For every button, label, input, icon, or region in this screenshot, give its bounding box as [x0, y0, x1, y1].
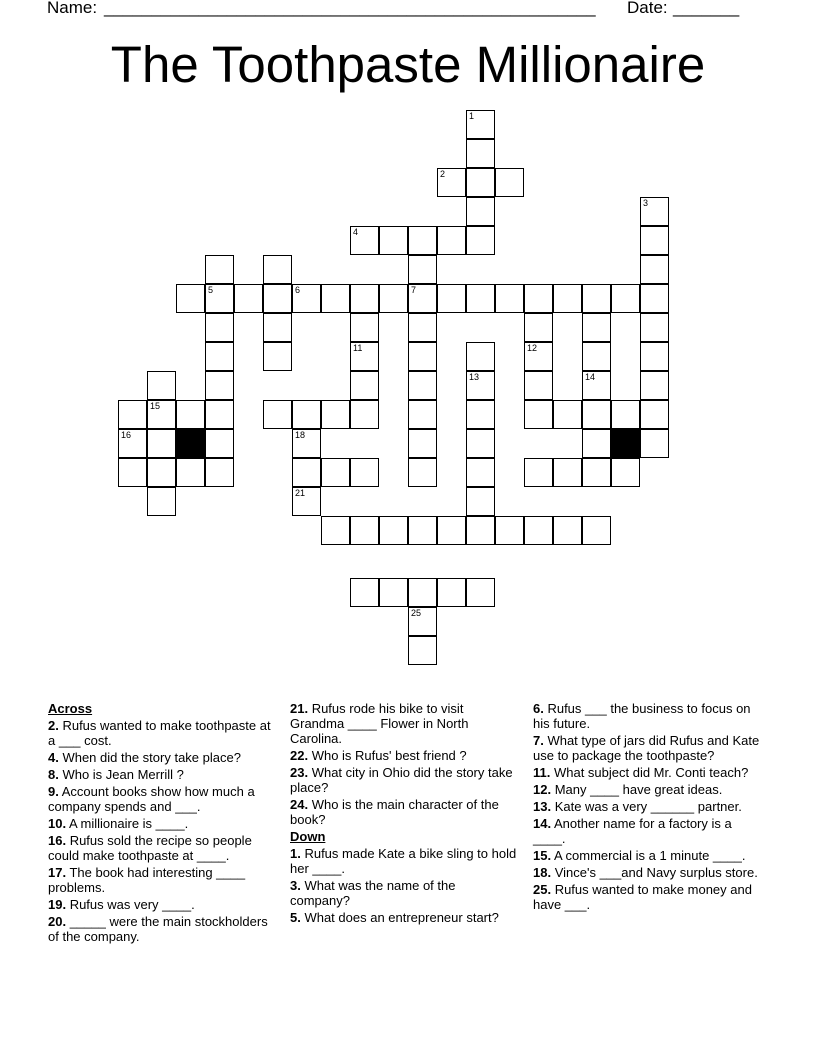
clue-item: [48, 897, 273, 912]
crossword-cell[interactable]: [553, 400, 582, 429]
clue-item-text: Rufus wanted to make toothpaste at a ___ cost.: [48, 718, 271, 748]
crossword-cell[interactable]: [466, 226, 495, 255]
clue-number: 1: [469, 111, 475, 121]
clue-item: [533, 865, 763, 880]
clue-item-number: 9.: [48, 784, 59, 799]
crossword-cell[interactable]: [408, 429, 437, 458]
crossword-cell[interactable]: [350, 342, 379, 371]
clue-item-text: Rufus ___ the business to focus on his future.: [533, 701, 751, 731]
clue-item: [533, 782, 763, 797]
crossword-cell[interactable]: [640, 284, 669, 313]
crossword-cell[interactable]: [437, 226, 466, 255]
crossword-cell[interactable]: [524, 371, 553, 400]
clue-item-number: 24.: [290, 797, 309, 812]
crossword-cell[interactable]: [495, 284, 524, 313]
crossword-cell[interactable]: [408, 458, 437, 487]
crossword-cell[interactable]: [611, 400, 640, 429]
clue-item: [533, 848, 763, 863]
clue-item-number: 18.: [533, 865, 552, 880]
crossword-cell[interactable]: [466, 400, 495, 429]
crossword-cell[interactable]: [379, 516, 408, 545]
clue-item-number: 1.: [290, 846, 301, 861]
clue-item: [290, 846, 518, 876]
clue-item: [290, 797, 518, 827]
clue-item-number: 23.: [290, 765, 309, 780]
crossword-cell[interactable]: [640, 371, 669, 400]
clue-item: [48, 750, 273, 765]
crossword-cell[interactable]: [582, 313, 611, 342]
clue-number: 7: [411, 285, 417, 295]
clue-item-text: Rufus wanted to make money and have ___.: [533, 882, 752, 912]
clue-item: [533, 733, 763, 763]
crossword-cell[interactable]: [408, 313, 437, 342]
crossword-cell[interactable]: [524, 458, 553, 487]
crossword-cell[interactable]: [350, 371, 379, 400]
crossword-cell[interactable]: [640, 429, 669, 458]
clue-item-text: What city in Ohio did the story take place?: [290, 765, 513, 795]
clue-item-text: Many ____ have great ideas.: [551, 782, 723, 797]
crossword-cell[interactable]: [640, 226, 669, 255]
clue-number: 12: [527, 343, 538, 353]
clue-item-text: What type of jars did Rufus and Kate use to package the toothpaste?: [533, 733, 760, 763]
crossword-cell[interactable]: [553, 516, 582, 545]
clue-item-text: Who is Rufus' best friend ?: [308, 748, 467, 763]
clue-number: 5: [208, 285, 214, 295]
crossword-cell[interactable]: [205, 342, 234, 371]
clue-item-text: What subject did Mr. Conti teach?: [550, 765, 749, 780]
crossword-cell[interactable]: [524, 284, 553, 313]
crossword-cell[interactable]: [553, 458, 582, 487]
crossword-cell[interactable]: [466, 429, 495, 458]
crossword-cell[interactable]: [118, 458, 147, 487]
clue-number: 16: [121, 430, 132, 440]
clue-item-text: Rufus sold the recipe so people could make toothpaste at ____.: [48, 833, 252, 863]
crossword-cell[interactable]: [437, 168, 466, 197]
clue-item-text: Who is the main character of the book?: [290, 797, 499, 827]
crossword-cell[interactable]: [350, 400, 379, 429]
crossword-cell[interactable]: [466, 168, 495, 197]
clue-item-number: 11.: [533, 765, 551, 780]
page-title: The Toothpaste Millionaire: [110, 36, 706, 93]
clue-number: 2: [440, 169, 446, 179]
black-square: [176, 429, 205, 458]
clue-number: 21: [295, 488, 306, 498]
date-label: Date:: [627, 0, 668, 17]
crossword-cell[interactable]: [611, 458, 640, 487]
crossword-cell[interactable]: [437, 516, 466, 545]
clue-item-number: 5.: [290, 910, 301, 925]
crossword-cell[interactable]: [582, 429, 611, 458]
name-line[interactable]: ____________________________________________________: [104, 0, 596, 17]
clue-item-number: 25.: [533, 882, 552, 897]
clue-item-text: Account books show how much a company spends and ___.: [48, 784, 255, 814]
crossword-cell[interactable]: [408, 578, 437, 607]
clue-item-number: 4.: [48, 750, 59, 765]
clue-item: [48, 784, 273, 814]
clue-item: [48, 767, 273, 782]
crossword-cell[interactable]: [147, 429, 176, 458]
crossword-cell[interactable]: [263, 313, 292, 342]
crossword-cell[interactable]: [205, 458, 234, 487]
crossword-cell[interactable]: [408, 226, 437, 255]
crossword-cell[interactable]: [408, 516, 437, 545]
crossword-cell[interactable]: [408, 342, 437, 371]
down-heading: Down: [290, 829, 326, 844]
crossword-cell[interactable]: [263, 342, 292, 371]
crossword-cell[interactable]: [350, 284, 379, 313]
crossword-cell[interactable]: [582, 400, 611, 429]
crossword-cell[interactable]: [582, 458, 611, 487]
clue-item-number: 15.: [533, 848, 552, 863]
across-heading: Across: [48, 701, 93, 716]
clue-item-text: Vince's ___and Navy surplus store.: [551, 865, 758, 880]
clue-item: [48, 816, 273, 831]
crossword-cell[interactable]: [408, 400, 437, 429]
crossword-cell[interactable]: [640, 342, 669, 371]
crossword-cell[interactable]: [176, 284, 205, 313]
crossword-cell[interactable]: [205, 313, 234, 342]
clue-item-number: 16.: [48, 833, 67, 848]
clue-item-text: Rufus made Kate a bike sling to hold her ____.: [290, 846, 517, 876]
crossword-cell[interactable]: [263, 400, 292, 429]
clues-column-2: [290, 701, 518, 927]
clue-item-number: 7.: [533, 733, 544, 748]
crossword-cell[interactable]: [321, 516, 350, 545]
clues-column-3: [533, 701, 763, 914]
clue-item-number: 21.: [290, 701, 309, 716]
clue-number: 6: [295, 285, 301, 295]
crossword-cell[interactable]: [466, 197, 495, 226]
crossword-cell[interactable]: [350, 458, 379, 487]
clue-number: 18: [295, 430, 306, 440]
clue-item-number: 14.: [533, 816, 552, 831]
clue-item: [533, 799, 763, 814]
clue-item-number: 3.: [290, 878, 301, 893]
crossword-cell[interactable]: [466, 458, 495, 487]
crossword-cell[interactable]: [321, 458, 350, 487]
clue-item-text: Another name for a factory is a ____.: [533, 816, 732, 846]
crossword-cell[interactable]: [350, 313, 379, 342]
crossword-cell[interactable]: [292, 429, 321, 458]
clue-item-number: 10.: [48, 816, 67, 831]
crossword-cell[interactable]: [176, 400, 205, 429]
clue-item: [48, 914, 273, 944]
crossword-cell[interactable]: [640, 313, 669, 342]
crossword-cell[interactable]: [292, 458, 321, 487]
crossword-cell[interactable]: [118, 400, 147, 429]
crossword-cell[interactable]: [582, 516, 611, 545]
crossword-cell[interactable]: [408, 636, 437, 665]
clue-item-text: A millionaire is ____.: [66, 816, 189, 831]
clue-item: [290, 748, 518, 763]
clue-number: 14: [585, 372, 596, 382]
crossword-cell[interactable]: [466, 516, 495, 545]
crossword-cell[interactable]: [466, 139, 495, 168]
clue-item-text: Kate was a very ______ partner.: [551, 799, 742, 814]
clue-item-number: 8.: [48, 767, 59, 782]
crossword-cell[interactable]: [205, 255, 234, 284]
crossword-cell[interactable]: [263, 284, 292, 313]
crossword-cell[interactable]: [408, 284, 437, 313]
crossword-cell[interactable]: [408, 371, 437, 400]
crossword-cell[interactable]: [495, 168, 524, 197]
crossword-cell[interactable]: [466, 342, 495, 371]
clue-item-number: 13.: [533, 799, 552, 814]
clue-item-text: When did the story take place?: [58, 750, 241, 765]
crossword-cell[interactable]: [321, 400, 350, 429]
crossword-cell[interactable]: [524, 313, 553, 342]
clue-number: 13: [469, 372, 480, 382]
clue-number: 3: [643, 198, 649, 208]
crossword-cell[interactable]: [611, 284, 640, 313]
clue-item-number: 20.: [48, 914, 67, 929]
crossword-cell[interactable]: [350, 516, 379, 545]
crossword-cell[interactable]: [263, 255, 292, 284]
crossword-cell[interactable]: [466, 284, 495, 313]
crossword-cell[interactable]: [292, 400, 321, 429]
crossword-cell[interactable]: [292, 487, 321, 516]
clue-item-text: What does an entrepreneur start?: [300, 910, 499, 925]
clue-item-number: 19.: [48, 897, 67, 912]
date-line[interactable]: _______: [673, 0, 740, 17]
crossword-cell[interactable]: [350, 226, 379, 255]
clue-item-number: 17.: [48, 865, 67, 880]
crossword-cell[interactable]: [437, 284, 466, 313]
crossword-cell[interactable]: [582, 371, 611, 400]
crossword-cell[interactable]: [321, 284, 350, 313]
crossword-cell[interactable]: [350, 578, 379, 607]
clue-number: 25: [411, 608, 422, 618]
clue-item-text: What was the name of the company?: [290, 878, 456, 908]
crossword-cell[interactable]: [640, 255, 669, 284]
crossword-cell[interactable]: [524, 342, 553, 371]
crossword-cell[interactable]: [524, 400, 553, 429]
clue-item: [533, 765, 763, 780]
crossword-cell[interactable]: [379, 578, 408, 607]
crossword-cell[interactable]: [408, 607, 437, 636]
crossword-cell[interactable]: [205, 429, 234, 458]
clue-item: [290, 765, 518, 795]
crossword-cell[interactable]: [466, 371, 495, 400]
clue-item: [48, 718, 273, 748]
name-label: Name:: [47, 0, 98, 17]
crossword-cell[interactable]: [408, 255, 437, 284]
crossword-cell[interactable]: [205, 400, 234, 429]
crossword-cell[interactable]: [205, 371, 234, 400]
crossword-cell[interactable]: [147, 458, 176, 487]
crossword-cell[interactable]: [118, 429, 147, 458]
clue-item-number: 22.: [290, 748, 309, 763]
crossword-cell[interactable]: [466, 487, 495, 516]
crossword-cell[interactable]: [234, 284, 263, 313]
black-square: [611, 429, 640, 458]
clue-item-number: 12.: [533, 782, 552, 797]
crossword-cell[interactable]: [379, 284, 408, 313]
clue-number: 4: [353, 227, 359, 237]
clue-item-text: _____ were the main stockholders of the company.: [48, 914, 268, 944]
clue-item-text: The book had interesting ____ problems.: [48, 865, 246, 895]
clue-item-text: Rufus was very ____.: [66, 897, 195, 912]
crossword-cell[interactable]: [466, 578, 495, 607]
clues-column-1: [48, 701, 273, 946]
crossword-cell[interactable]: [582, 342, 611, 371]
crossword-cell[interactable]: [466, 110, 495, 139]
crossword-cell[interactable]: [292, 284, 321, 313]
clue-item: [533, 816, 763, 846]
clue-number: 15: [150, 401, 161, 411]
clue-item-text: Who is Jean Merrill ?: [58, 767, 184, 782]
clue-item: [48, 833, 273, 863]
clue-item: [533, 882, 763, 912]
crossword-cell[interactable]: [582, 284, 611, 313]
clue-number: 11: [353, 343, 363, 353]
crossword-cell[interactable]: [437, 578, 466, 607]
crossword-cell[interactable]: [147, 487, 176, 516]
crossword-cell[interactable]: [147, 400, 176, 429]
clue-item: [48, 865, 273, 895]
crossword-cell[interactable]: [524, 516, 553, 545]
crossword-cell[interactable]: [640, 197, 669, 226]
clue-item: [290, 910, 518, 925]
clue-item-number: 6.: [533, 701, 544, 716]
clue-item: [533, 701, 763, 731]
crossword-cell[interactable]: [553, 284, 582, 313]
crossword-cell[interactable]: [205, 284, 234, 313]
clue-item-number: 2.: [48, 718, 59, 733]
crossword-cell[interactable]: [640, 400, 669, 429]
crossword-cell[interactable]: [379, 226, 408, 255]
clue-item-text: A commercial is a 1 minute ____.: [551, 848, 746, 863]
crossword-cell[interactable]: [495, 516, 524, 545]
clue-item: [290, 878, 518, 908]
crossword-cell[interactable]: [147, 371, 176, 400]
crossword-cell[interactable]: [176, 458, 205, 487]
clue-item: [290, 701, 518, 746]
clue-item-text: Rufus rode his bike to visit Grandma ____ Flower in North Carolina.: [290, 701, 469, 746]
